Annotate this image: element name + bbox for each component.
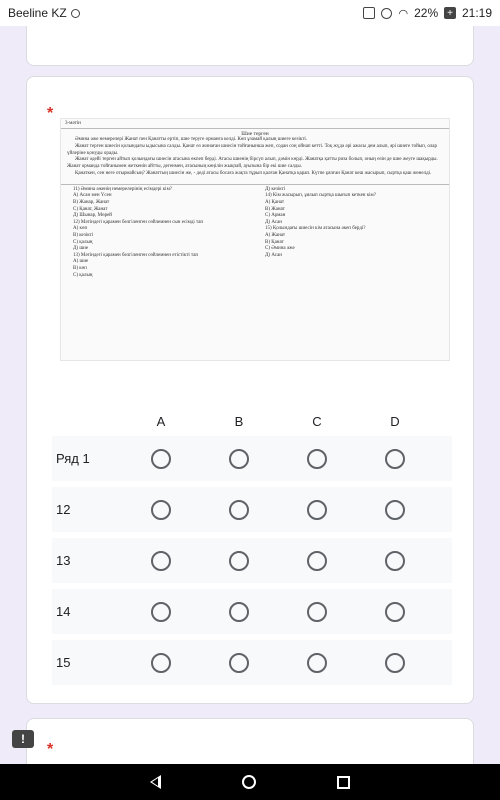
doc-line: С) қалың [73,272,93,278]
doc-paragraph: Қанаткен, сен неге отырмайсың? Жанаттың шиесін же, - деді атасы босаға жақта тұрып қалған Қанатқа қарап. Күтпе ұялған Қанат кеш жасырып, сыртқа қаш жөнелді. [75,170,432,176]
radio-row1-d[interactable] [385,449,405,469]
radio-row12-b[interactable] [229,500,249,520]
radio-row15-a[interactable] [151,653,171,673]
choice-grid [52,406,452,691]
clock: 21:19 [461,6,492,20]
doc-line: Д) Шынар, Мөрей [73,213,112,219]
doc-paragraph: Жанат әдейі терген айтып қолындағы шиесін атасына өкпеп берді. Атасы шиенің бірсүп алып, дәмін көрді. Жанатқа қатты риза болып, оның өзін де шие жеуге шақырды. Жанат орманда тойғанымен жеткенін айтты, дегенмен, атасының көңілін жықпай, ауызына бір екі шие салды. [67,157,438,170]
next-question-card [26,718,474,764]
grid-header [52,406,452,436]
column-header-a: A [156,413,166,429]
radio-row14-c[interactable] [307,602,327,622]
radio-row14-a[interactable] [151,602,171,622]
doc-line: 15) Қолындағы шиесін кім атасына әкеп берді? [265,226,366,232]
grid-row [52,436,452,481]
grid-row [52,640,452,685]
row-label: Ряд 1 [56,451,90,466]
doc-line: В) Жанат [265,206,285,212]
battery-percent: 22% [414,6,439,20]
radio-row14-d[interactable] [385,602,405,622]
radio-row13-c[interactable] [307,551,327,571]
doc-line: А) Қанат [265,199,285,205]
required-asterisk: * [47,741,54,758]
radio-row15-d[interactable] [385,653,405,673]
doc-title: Шие терген [241,131,269,137]
row-label: 13 [56,553,71,568]
doc-line: В) көп [73,265,87,271]
radio-row12-d[interactable] [385,500,405,520]
doc-line: Д) Асан [265,252,282,258]
doc-line: 12) Мәтіндегі қарамен белгіленген сөйлемнен сын есімді тап [73,219,204,225]
question-image [60,118,450,361]
grid-row [52,589,452,634]
grid-row [52,538,452,583]
doc-questions [61,184,449,279]
report-icon[interactable]: ! [12,730,34,748]
doc-line: С) Қанат, Жанат [73,206,108,212]
doc-line: 11) Әмина әженің немерелерінің есімдері кім? [73,186,172,192]
navigation-bar [0,764,500,800]
carrier-name: Beeline KZ [8,6,67,20]
radio-row1-a[interactable] [151,449,171,469]
radio-row13-b[interactable] [229,551,249,571]
home-icon[interactable] [242,775,256,789]
radio-row1-c[interactable] [307,449,327,469]
doc-line: Д) Асан [265,219,282,225]
doc-header: 3-мәтін [61,119,449,129]
radio-row13-a[interactable] [151,551,171,571]
doc-line: 13) Мәтіндегі қарамен белгіленген сөйлемнен етістікті тап [73,252,199,258]
battery-charging-mark: + [447,7,453,19]
radio-row12-c[interactable] [307,500,327,520]
doc-paragraph: Әминa әже немерелері Жанат пен Қанатты ертіп, шие теруге орманға келді. Көп ұзамай қалың шиеге кезікті. [75,137,308,142]
column-header-c: C [312,413,322,429]
doc-questions-right [265,187,437,279]
data-saver-icon [71,9,80,18]
doc-line: А) Жанат [265,232,286,238]
grid-row [52,487,452,532]
doc-line: А) көп [73,226,88,232]
doc-line: В) кезікті [73,232,94,238]
radio-row12-a[interactable] [151,500,171,520]
required-asterisk: * [47,105,54,122]
radio-row15-b[interactable] [229,653,249,673]
doc-line: В) Жанар, Жанат [73,199,110,205]
alarm-icon [381,8,392,19]
previous-question-card [26,26,474,66]
recent-apps-icon[interactable] [337,776,350,789]
doc-line: А) Асан мен Үсен [73,193,112,199]
row-label: 12 [56,502,71,517]
radio-row13-d[interactable] [385,551,405,571]
doc-paragraph: Жанат терген шиесін қолындағы ыдысына салды. Қанат өз жинаған шиесін тойғанынша жеп, содан соң ойнап кетті. Тоқ жүдә әрі ажасы дем алып, әрі шиеге тойып, олар үйлеріне қонуды орады. [67,143,437,156]
column-header-d: D [390,413,400,429]
radio-row14-b[interactable] [229,602,249,622]
battery-icon [444,7,456,19]
doc-line: С) Әмина әже [265,246,295,252]
doc-line: В) Қанат [265,239,284,245]
doc-line: 14) Кім жасырып, ұялып сыртқа шығып кеткен кім? [265,193,376,199]
doc-questions-left [73,187,245,279]
radio-row1-b[interactable] [229,449,249,469]
doc-line: Д) шие [73,246,89,252]
doc-line: Д) кезікті [265,186,286,192]
doc-line: С) Арман [265,213,286,219]
vibrate-icon [363,7,375,19]
form-page[interactable] [0,26,500,764]
column-header-b: B [234,413,244,429]
radio-row15-c[interactable] [307,653,327,673]
wifi-icon: ◠ [398,7,409,20]
row-label: 14 [56,604,71,619]
doc-line: А) шие [73,259,89,265]
status-bar [0,0,500,26]
doc-line: С) қалың [73,239,93,245]
back-icon[interactable] [150,775,161,789]
row-label: 15 [56,655,71,670]
